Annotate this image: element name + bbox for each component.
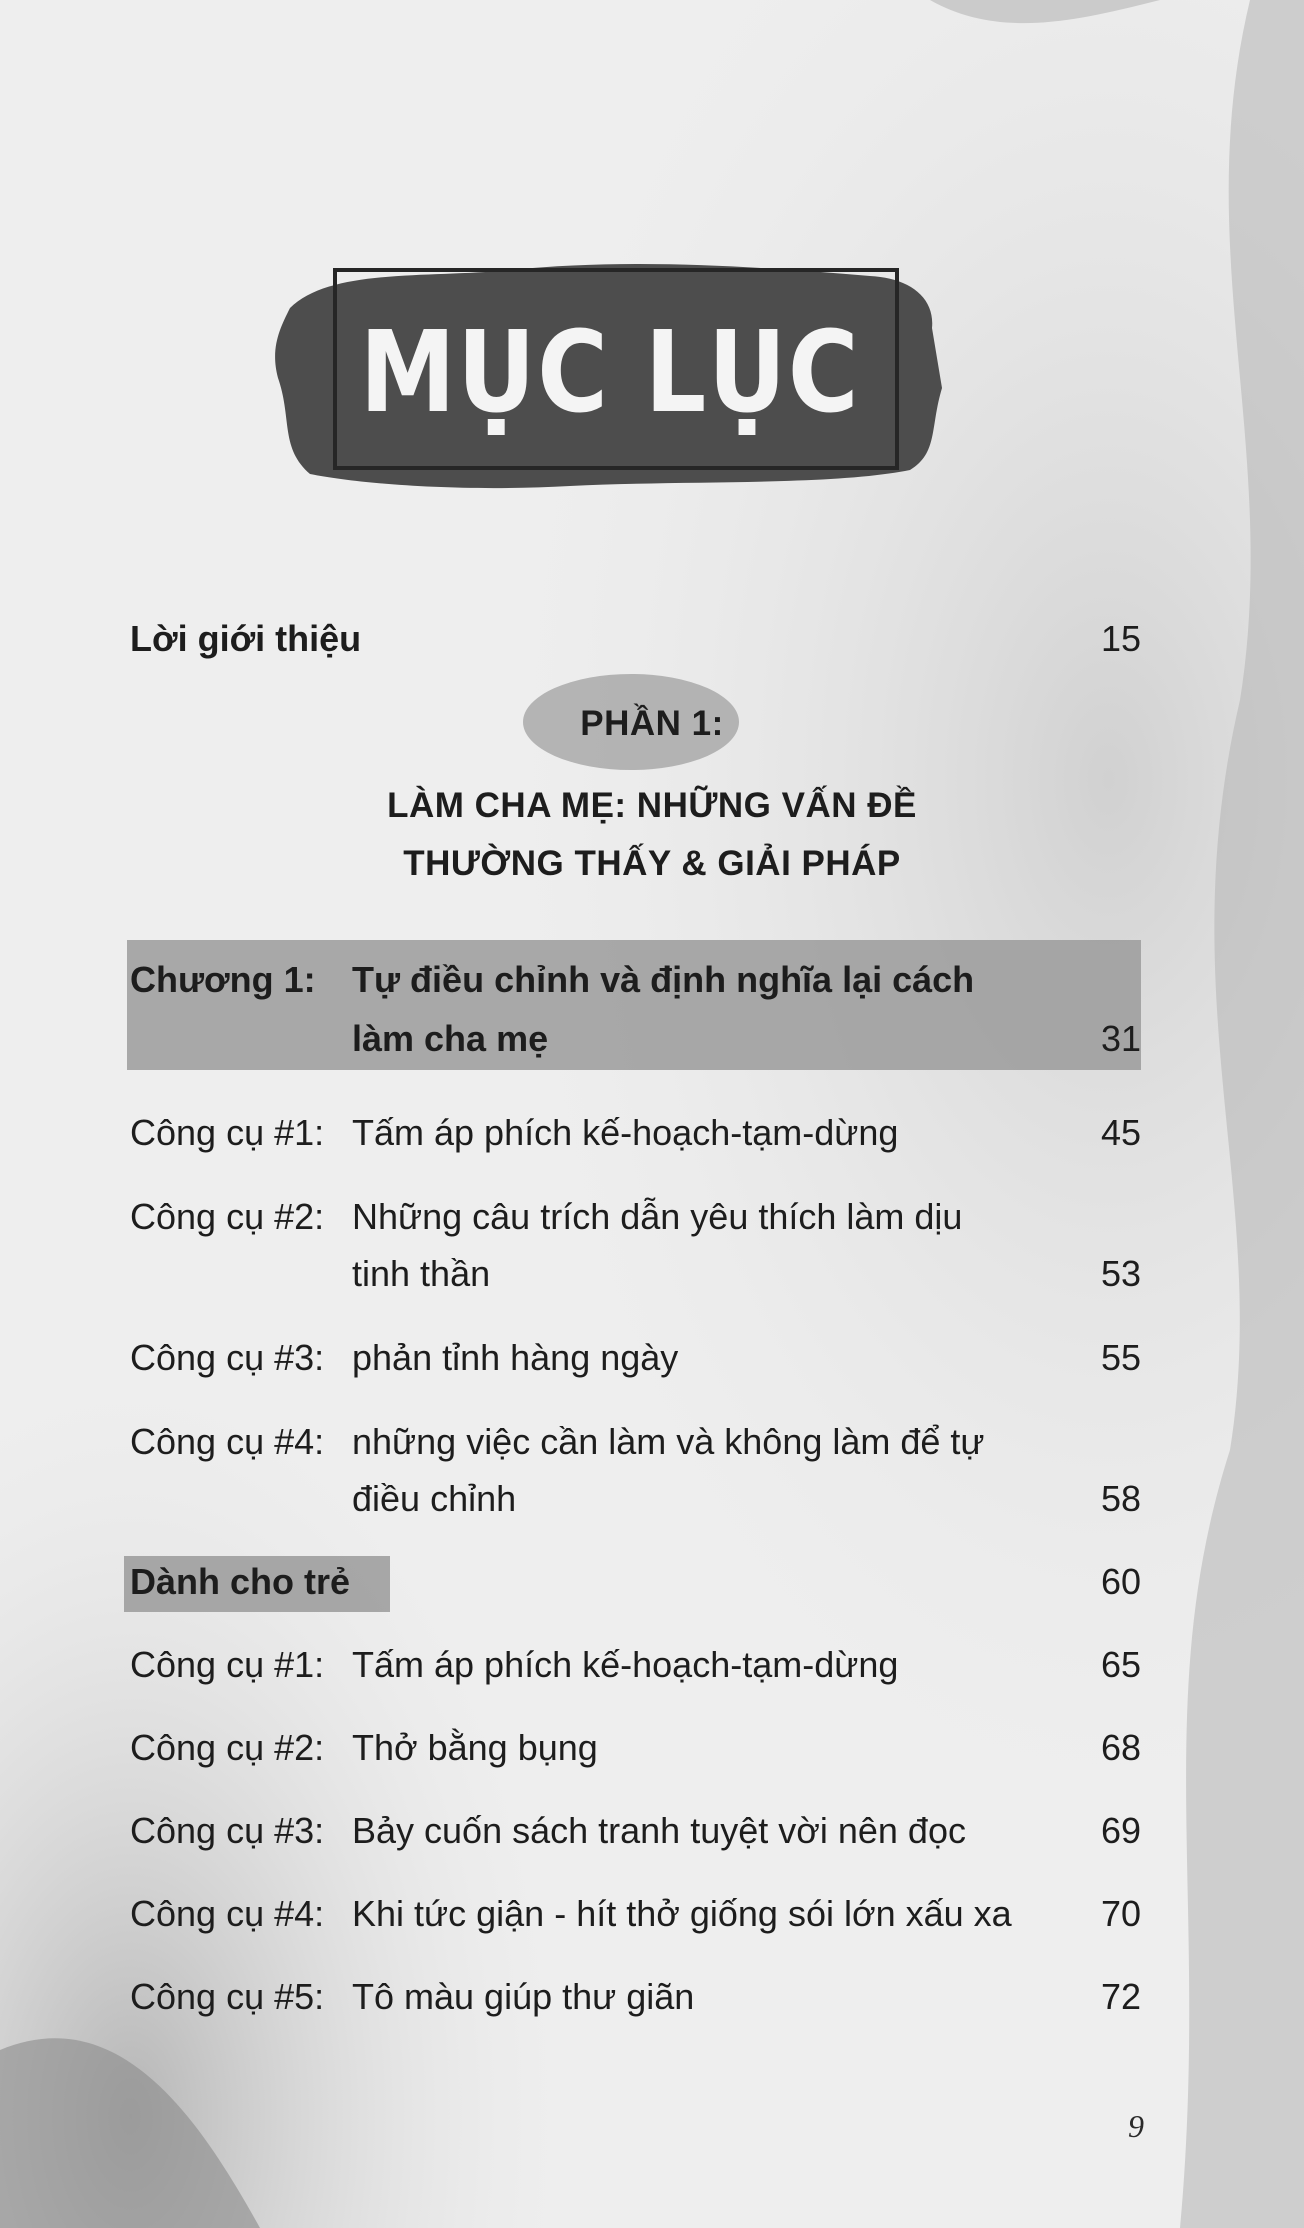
intro-label: Lời giới thiệu xyxy=(130,618,362,659)
for-kids-label: Dành cho trẻ xyxy=(130,1561,351,1602)
tool-label: Công cụ #4: xyxy=(130,1893,325,1934)
tool-page: 69 xyxy=(1100,1810,1141,1851)
tool-title: Bảy cuốn sách tranh tuyệt vời nên đọc xyxy=(352,1810,966,1851)
tool-title: Tô màu giúp thư giãn xyxy=(352,1976,695,2017)
page-title: MỤC LỤC xyxy=(359,308,861,438)
tool-label: Công cụ #5: xyxy=(130,1976,325,2017)
tool-page: 72 xyxy=(1100,1976,1141,2017)
tool-title: Tấm áp phích kế-hoạch-tạm-dừng xyxy=(352,1112,899,1153)
chapter-label: Chương 1: xyxy=(130,959,316,1000)
part-heading-line1: LÀM CHA MẸ: NHỮNG VẤN ĐỀ xyxy=(387,786,917,825)
tool-page: 70 xyxy=(1100,1893,1141,1934)
tool-label: Công cụ #1: xyxy=(130,1644,325,1685)
tool-title: Khi tức giận - hít thở giống sói lớn xấu xa xyxy=(352,1893,1012,1934)
tool-title: phản tỉnh hàng ngày xyxy=(352,1337,679,1378)
tool-label: Công cụ #2: xyxy=(130,1196,325,1237)
tool-page: 53 xyxy=(1100,1253,1141,1294)
chapter-page: 31 xyxy=(1100,1018,1141,1059)
tool-title: Thở bằng bụng xyxy=(352,1727,598,1768)
tool-label: Công cụ #1: xyxy=(130,1112,325,1153)
tool-label: Công cụ #2: xyxy=(130,1727,325,1768)
tool-page: 45 xyxy=(1100,1112,1141,1153)
tool-page: 68 xyxy=(1100,1727,1141,1768)
tool-label: Công cụ #3: xyxy=(130,1337,325,1378)
tool-label: Công cụ #3: xyxy=(130,1810,325,1851)
tool-title: Những câu trích dẫn yêu thích làm dịu xyxy=(352,1196,963,1237)
chapter-title-line1: Tự điều chỉnh và định nghĩa lại cách xyxy=(352,959,975,1000)
intro-page: 15 xyxy=(1100,618,1141,659)
tool-title-cont: tinh thần xyxy=(352,1253,491,1294)
chapter-title-line2: làm cha mẹ xyxy=(352,1018,549,1059)
tool-page: 58 xyxy=(1100,1478,1141,1519)
title-banner xyxy=(270,248,950,503)
tool-page: 65 xyxy=(1100,1644,1141,1685)
tool-title: những việc cần làm và không làm để tự xyxy=(352,1421,985,1462)
for-kids-page: 60 xyxy=(1100,1561,1141,1602)
tool-page: 55 xyxy=(1100,1337,1141,1378)
tool-title: Tấm áp phích kế-hoạch-tạm-dừng xyxy=(352,1644,899,1685)
part-label: PHẦN 1: xyxy=(580,704,724,743)
tool-label: Công cụ #4: xyxy=(130,1421,325,1462)
page-number: 9 xyxy=(1128,2108,1144,2144)
tool-title-cont: điều chỉnh xyxy=(352,1478,517,1519)
part-heading-line2: THƯỜNG THẤY & GIẢI PHÁP xyxy=(403,844,901,883)
